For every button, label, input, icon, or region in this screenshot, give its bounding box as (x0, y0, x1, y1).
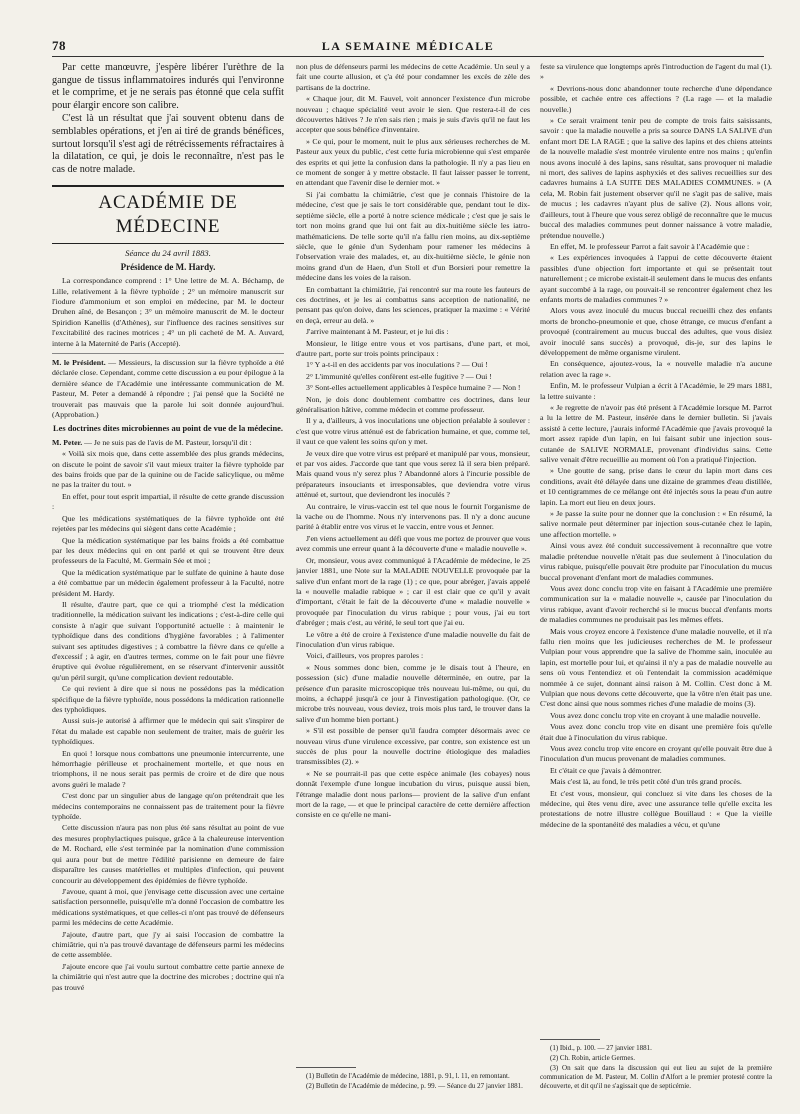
subheading: Les doctrines dites microbiennes au point de vue de la médecine. (53, 424, 283, 434)
paragraph: « Voilà six mois que, dans cette assemblée des plus grands médecins, on discute le point de savoir s'il vaut mieux traiter la fièvre typhoïde par des bains froids que par de la quinine ou de l'acide salicylique, ou même ne pas la traiter du tout. » (52, 449, 284, 490)
paragraph: Ce qui revient à dire que si nous ne possédons pas la médication spécifique de la fièvre typhoïde, nous possédons la médication rationnelle des typhoïdiques. (52, 684, 284, 714)
paragraph: » S'il est possible de penser qu'il faudra compter désormais avec ce nouveau virus d'une virulence excessive, par contre, son existence est un succès de plus pour la nouvelle doctrine étiologique des maladies transmissibles (2). » (296, 726, 530, 767)
footnotes (540, 1033, 772, 1092)
footnote-rule (540, 1039, 600, 1040)
paragraph: Alors vous avez inoculé du mucus buccal recueilli chez des enfants morts de broncho-pneumonie et que, chose étrange, ce mucus d'enfant a provoqué (contrairement au mucus buccal des adultes, que vous disiez avoir inoculé sans succès) a provoqué, dis-je, sur des lapins le développement de même organisme virulent. (540, 306, 772, 357)
footnote: (2) Bulletin de l'Académie de médecine, p. 99. — Séance du 27 janvier 1881. (306, 1082, 523, 1090)
paragraph: Ainsi vous avez été conduit successivement à reconnaître que votre maladie prétendue nouvelle n'était pas due seulement à l'inoculation du virus rabique, puisqu'elle pouvait être produite par l'inoculation du mucus buccal provenant d'enfant mort de maladies communes. (540, 541, 772, 582)
paragraph: Je veux dire que votre virus est préparé et manipulé par vous, monsieur, et par vos aides. J'accorde que tant que vous serez là il sera bien préparé. Mais quand vous n'y serez plus ? Abandonné alors à l'incurie possible de préparateurs insouciants et irresponsables, que deviendra votre virus atténué et, surtout, que deviendront les inoculés ? (296, 448, 530, 500)
paragraph: J'avoue, quant à moi, que j'envisage cette discussion avec une certaine satisfaction personnelle, puisqu'elle m'a donné l'occasion de combattre les médications systématiques, et que celles-ci n'ont pas trouvé de défenseurs parmi les médecins de cette Académie. (52, 886, 284, 928)
paragraph: La correspondance comprend : 1° Une lettre de M. A. Béchamp, de Lille, relativement à la fièvre typhoïde ; 2° un mémoire manuscrit sur l'iodure d'ammonium et son emploi en médecine, par M. le docteur Druhen aîné, de Besançon ; 3° un mémoire manuscrit de M. le docteur Spiridion Kanellis (d'Athènes), sur l'influence des racines sensitives sur l'excitabilité des racines motrices ; 4° un pli cacheté de M. A. Auvard, interne à la Maternité de Paris (Accepté). (52, 276, 284, 348)
presidence: Présidence de M. Hardy. (120, 261, 216, 272)
seance-date: Séance du 24 avril 1883. (125, 248, 211, 259)
column-1 (52, 62, 284, 1092)
page-header (52, 38, 764, 57)
paragraph: 2° L'immunité qu'elles confèrent est-elle fugitive ? — Oui ! (306, 371, 492, 381)
paragraph: « Les expériences invoquées à l'appui de cette découverte étaient passibles d'une objection fort importante et qui se présentait tout naturellement ; ce microbe existait-il seulement dans le mucus des enfants ayant succombé à la rage, ou pouvait-il se rencontrer également chez les enfants morts de maladies communes ? » (540, 253, 772, 304)
paragraph: 3° Sont-elles actuellement applicables à l'espèce humaine ? — Non ! (306, 383, 521, 393)
paragraph (52, 438, 284, 448)
paragraph: Enfin, M. le professeur Vulpian a écrit à l'Académie, le 29 mars 1881, la lettre suivante : (540, 381, 772, 401)
paragraph: J'ajoute, d'autre part, que j'y ai saisi l'occasion de combattre la chimiâtrie, qui n'a pas trouvé davantage de défenseurs parmi les médecins de cette assemblée. (52, 929, 284, 960)
speaker: M. le Président. (52, 358, 106, 367)
paragraph: » Ce serait vraiment tenir peu de compte de trois faits saisissants, savoir : que la maladie nouvelle a pris sa source DANS LA SALIVE d'un enfant mort DE LA RAGE ; que la salive des lapins et des chiens atteints de la nouvelle maladie s'est montrée virulente entre nos mains ; qu'enfin nous avons inoculé à des lapins, sans résultat, sans provoquer ni maladie ni mort, des salives de lapins asphyxiés et des salives recueillies sur des cadavres humains à LA SUITE DES MALADIES COMMUNES. » (A cela, M. Robin fait justement observer qu'il ne s'agit pas de salive, mais de mucus ; les cadavres n'ayant plus de salive (2). Nous allons voir, d'ailleurs, tout à l'heure que vous serez obligé de reconnaître que le mucus buccal des maladies communes peut donner naissance à votre maladie, prétendue nouvelle.) (540, 116, 772, 240)
column-3 (540, 62, 772, 1092)
speech: — Messieurs, la discussion sur la fièvre typhoïde a été déclarée close. Cependant, comme cette discussion a eu pour épilogue à la dernière séance de l'Académie une intéressante communication de M. Pasteur, M. Peter a demandé à répondre ; j'ai pensé que la Société ne trouverait pas mauvais que la parole lui soit donnée aujourd'hui. (Approbation.) (52, 358, 284, 420)
page-number: 78 (52, 38, 66, 53)
paragraph: C'est là un résultat que j'ai souvent obtenu dans de semblables opérations, et j'en ai tiré de grands bénéfices, surtout lorsqu'il s'est agi de rétrécissements réfractaires à la dilatation, ce qui, je dois le reconnaître, n'est pas le cas de notre malade. (52, 113, 284, 175)
running-title: LA SEMAINE MÉDICALE (321, 39, 495, 53)
paragraph: Il résulte, d'autre part, que ce qui a triomphé c'est la médication traditionnelle, la médication suivant les indications ; c'est-à-dire celle qui consiste à n'agir que suivant l'opportunité actuelle : à maintenir le typhoïdique dans des conditions d'hygiène favorables ; à l'alimenter suivant ses aptitudes digestives ; à combattre la fièvre dans ce qu'elle a d'excessif ; à agir, en d'autres termes, comme on le fait pour une fièvre éruptive qui évolue régulièrement, en se réservant d'intervenir aussitôt qu'un péril surgit, qu'une complication devient redoutable. (52, 599, 284, 682)
paragraph: Or, monsieur, vous avez communiqué à l'Académie de médecine, le 25 janvier 1881, une Note sur la MALADIE NOUVELLE provoquée par la salive d'un enfant mort de la rage (1) ; ce que, pour abréger, j'avais appelé la « nouvelle maladie rabique » ; car il est clair que ce qu'il y avait d'important, c'était le fait de la découverte d'une « maladie nouvelle » provoquée par l'inoculation du virus rabique ; pour vous, j'ai eu tort d'abréger ; mais c'est, au vérité, le seul tort que j'ai eu. (296, 555, 530, 628)
section-title: ACADÉMIE DE MÉDECINE (52, 185, 284, 244)
paragraph: Si j'ai combattu la chimiâtrie, c'est que je connais l'histoire de la médecine, c'est que je sais le tort considérable que, pendant tout le dix-septième siècle, elle a porté à notre science médicale ; c'est que je sais le tort non moins grand que lui ont fait au dix-huitième siècle les iatro-mathématiciens. De telle sorte qu'il n'a fallu rien moins, au dix-septième siècle, que le génie d'un Sydenham pour ramener les médecins à l'observation vraie des malades, et, au dix-huitième siècle, le génie non moins grand d'un de Haen, d'un Stoll et d'un Borsieri pour remettre la médecine dans les voies de la raison. (296, 189, 530, 283)
paragraph: Vous avez donc conclu trop vite en faisant à l'Académie une première communication sur la « maladie nouvelle », causée par l'inoculation du virus rabique, avant d'avoir recherché si le mucus buccal d'enfants morts de maladies communes ne produisait pas les mêmes effets. (540, 583, 772, 625)
speaker: M. Peter. (52, 437, 83, 447)
paragraph: Vous avez donc conclu trop vite en disant une première fois qu'elle était due à l'inoculation du virus rabique. (540, 722, 772, 742)
paragraph: En effet, M. le professeur Parrot a fait savoir à l'Académie que : (550, 241, 750, 251)
paragraph: J'ajoute encore que j'ai voulu surtout combattre cette partie annexe de la chimiâtrie qui n'est autre que la doctrine des microbes ; doctrine qui n'a pas trouvé (52, 961, 284, 992)
footnote: (3) On sait que dans la discussion qui eut lieu au sujet de la première communication de M. Pasteur, M. Collin d'Alfort a le premier protesté contre la découverte, et dit qu'il ne s'agissait que de septicémie. (540, 1064, 772, 1090)
footnote: (1) Ibid., p. 100. — 27 janvier 1881. (550, 1044, 652, 1052)
speech: — Je ne suis pas de l'avis de M. Pasteur, lorsqu'il dit : (82, 437, 252, 447)
paragraph: En conséquence, ajoutez-vous, la « nouvelle maladie n'a aucune relation avec la rage ». (540, 359, 772, 379)
paragraph: Vous avez conclu trop vite encore en croyant qu'elle pouvait être due à l'inoculation d'un mucus provenant de maladies communes. (540, 744, 772, 764)
paragraph: Que les médications systématiques de la fièvre typhoïde ont été rejetées par les médecins qui siègent dans cette Académie ; (52, 513, 284, 534)
paragraph: « Nous sommes donc bien, comme je le disais tout à l'heure, en possession (sic) d'une maladie nouvelle déterminée, en outre, par la présence d'un parasite microscopique très nouveau lui-même, ou qui, du moins, a échappé jusqu'à ce jour à l'investigation pathologique. (Or, ce microbe très nouveau, vous deviez, trois mois plus tard, le trouver dans la salive d'un homme bien portant.) (296, 662, 530, 724)
paragraph: Cette discussion n'aura pas non plus été sans résultat au point de vue des mesures prophylactiques puisque, grâce à la chaleureuse intervention de M. Rochard, elle s'est terminée par la nomination d'une commission qui aura pour but de mettre l'édilité parisienne en demeure de faire disparaître les causes matérielles et multiples d'infection, qui peuvent concourir au développement des épidémies de fièvre typhoïde. (52, 823, 284, 885)
footnote-rule (296, 1067, 356, 1068)
paragraph: » Ce qui, pour le moment, nuit le plus aux sérieuses recherches de M. Pasteur aux yeux du public, c'est cette furia microbienne qui s'est emparée des esprits et qui jette la confusion dans la pathologie. Il n'y a pas lieu en ce moment de songer à y mettre obstacle. Il faut laisser passer le torrent, en attendant que l'avenir dise le dernier mot. » (296, 136, 530, 188)
paragraph: En quoi ! lorsque nous combattons une pneumonie intercurrente, une hémorrhagie périlleuse et prochainement mortelle, et que nous en triomphons, il ne nous serait pas permis de croire et de dire que nous avons guéri le malade ? (52, 748, 284, 789)
paragraph: Et c'était ce que j'avais à démontrer. (550, 765, 662, 775)
paragraph: Voici, d'ailleurs, vos propres paroles : (306, 651, 424, 661)
paragraph: feste sa virulence que longtemps après l'introduction de l'agent du mal (1). » (540, 62, 772, 82)
paragraph: J'arrive maintenant à M. Pasteur, et je lui dis : (306, 327, 449, 337)
paragraph: En effet, pour tout esprit impartial, il résulte de cette grande discussion : (52, 491, 284, 512)
paragraph: Non, je dois donc doublement combattre ces doctrines, dans leur généralisation hâtive, comme médecin et comme professeur. (296, 394, 530, 414)
paragraph: » Une goutte de sang, prise dans le cœur du lapin mort dans ces conditions, avait été délayée dans une dizaine de grammes d'eau distillée, et 10 centigrammes de ce mélange ont été injectés sous la peau d'un autre lapin. La mort eut lieu en deux jours. (540, 466, 772, 507)
paragraph: Mais c'est là, au fond, le très petit côté d'un très grand procès. (550, 777, 742, 787)
paragraph: Au contraire, le virus-vaccin est tel que nous le fournit l'organisme de la vache ou de l'homme. Nous n'y intervenons pas. Il n'y a donc aucune parité à établir entre vos virus et le vaccin, entre vous et Jenner. (296, 501, 530, 532)
paragraph: Monsieur, le litige entre vous et vos partisans, d'une part, et moi, d'autre part, porte sur trois points principaux : (296, 338, 530, 358)
paragraph: non plus de défenseurs parmi les médecins de cette Académie. Un seul y a fait une courte allusion, et ç'a été pour condamner les excès de zèle des partisans de la doctrine. (296, 62, 530, 92)
paragraph: En combattant la chimiâtrie, j'ai rencontré sur ma route les fauteurs de ces doctrines, et je les ai combattus sans acception de nationalité, ne pensant pas qu'on doive, dans les sciences, pratiquer la maxime : « Vérité en deçà, erreur au delà. » (296, 284, 530, 325)
column-2 (296, 62, 530, 1092)
paragraph: « Je regrette de n'avoir pas été présent à l'Académie lorsque M. Parrot a lu la lettre de M. Pasteur, insérée dans le dernier bulletin. Si j'avais assisté à cette lecture, j'aurais informé l'Académie que j'avais provoqué la mort assez rapide d'un lapin, en lui faisant subir une injection sous-cutanée de SALIVE NORMALE, provenant d'individus sains. Cette salive venait d'être recueillie au moment où l'on a pratiqué l'injection. (540, 403, 772, 465)
paragraph: 1° Y a-t-il en des accidents par vos inoculations ? — Oui ! (306, 360, 488, 370)
paragraph: J'en viens actuellement au défi que vous me portez de prouver que vous avez commis une erreur quant à la découverte d'une « maladie nouvelle ». (296, 533, 530, 554)
paragraph: Il y a, d'ailleurs, à vos inoculations une objection préalable à soulever : c'est que votre virus atténué est de fabrication humaine, et que, comme tel, il vaut ce que valent les soins qu'on y met. (296, 416, 530, 447)
paragraph: « Ne se pourrait-il pas que cette espèce animale (les cobayes) nous donnât l'exemple d'une longue incubation du virus, puisque aussi bien, l'étrange maladie dont nous parlons— provient de la salive d'un enfant mort de la rage, — et que le principal caractère de cette dernière affection consiste en ce qu'elle ne mani- (296, 768, 530, 820)
paragraph: Et c'est vous, monsieur, qui concluez si vite dans les choses de la médecine, qui êtes venu dire, avec une assurance telle qu'elle excita les protestations de notre illustre collègue Bouillaud : « Que la vieille médecine de la spontanéité des maladies a vécu, et qu'une (540, 788, 772, 829)
paragraph: » Je passe la suite pour ne donner que la conclusion : « En résumé, la salive normale peut déterminer par injection sous-cutanée chez le lapin, une affection mortelle. » (540, 509, 772, 539)
paragraph: « Devrions-nous donc abandonner toute recherche d'une dépendance possible, et cachée entre ces affections ? (La rage — et la maladie nouvelle.) (540, 83, 772, 114)
paragraph: Que la médication systématique par le sulfate de quinine à haute dose a été combattue par un médecin également professeur à la Faculté, notre président M. Hardy. (52, 567, 284, 598)
paragraph: Aussi suis-je autorisé à affirmer que le médecin qui sait s'inspirer de l'état du malade est capable non seulement de traiter, mais de guérir les typhoïdiques. (52, 716, 284, 747)
footnotes (296, 1061, 530, 1092)
footnote: (1) Bulletin de l'Académie de médecine, 1881, p. 91, l. 11, en remontant. (306, 1072, 510, 1080)
footnote: (2) Ch. Robin, article Germes. (550, 1054, 635, 1062)
paragraph: C'est donc par un singulier abus de langage qu'on prétendrait que les médecins contemporains ne connaissent pas de traitement pour la fièvre typhoïde. (52, 791, 284, 822)
paragraph: Vous avez donc conclu trop vite en croyant à une maladie nouvelle. (550, 710, 761, 720)
paragraph: Par cette manœuvre, j'espère libérer l'urèthre de la gangue de tissus inflammatoires indurés qui l'environne et le comprime, et je ne serais pas étonné que cela suffit pour élargir encore son calibre. (52, 62, 284, 111)
paragraph (52, 358, 284, 420)
divider (52, 353, 284, 354)
paragraph: « Chaque jour, dit M. Fauvel, voit annoncer l'existence d'un microbe nouveau ; chaque spécialité veut avoir le sien. Que restera-t-il de ces découvertes hâtives ? Je n'en sais rien ; mais je suis d'avis qu'il ne faut les accepter que sous bénéfice d'inventaire. (296, 94, 530, 135)
paragraph: Que la médication systématique par les bains froids a été combattue par les deux médecins qui en ont parlé et qui se trouvent être deux professeurs de la Faculté, M. Germain Sée et moi ; (52, 535, 284, 566)
paragraph: Mais vous croyez encore à l'existence d'une maladie nouvelle, et il n'a fallu rien moins que les judicieuses recherches de M. le professeur Vulpian pour vous apprendre que la salive de l'homme sain, inoculée au lapin, est mortelle pour lui, et qu'ainsi il n'y a pas de maladie nouvelle au sens où vous l'entendiez et où l'entendait la commission académique nommée à ce sujet, donnant ainsi raison à M. Collin. C'est donc à M. Vulpian que nous devons cette découverte, que la vôtre n'en était pas une. C'est donc ainsi que nous sommes riches d'une maladie de moins (3). (540, 626, 772, 709)
paragraph: Le vôtre a été de croire à l'existence d'une maladie nouvelle du fait de l'inoculation d'un virus rabique. (296, 629, 530, 649)
